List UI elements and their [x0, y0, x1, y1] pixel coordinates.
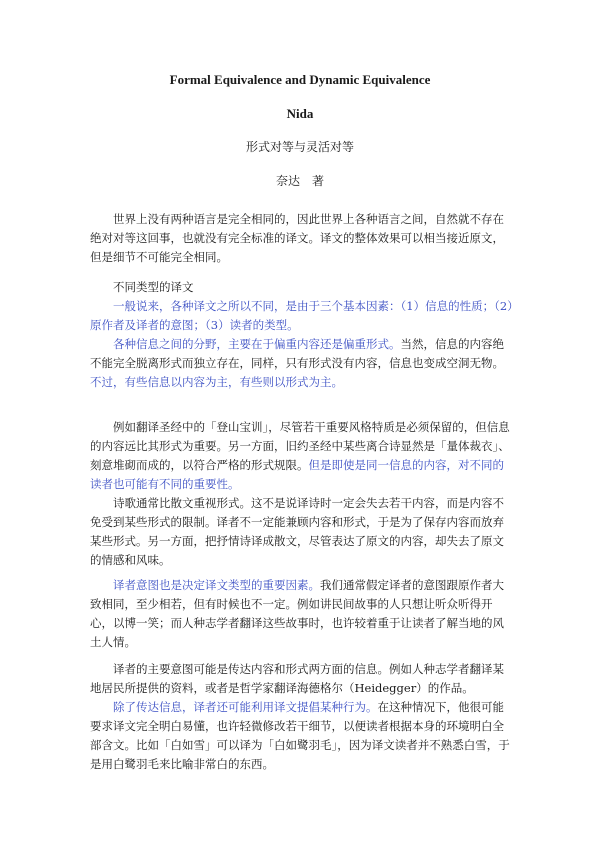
intent-highlight: 译者意图也是决定译文类型的重要因素。	[113, 578, 320, 592]
section-main-intent	[90, 660, 515, 774]
title-english: Formal Equivalence and Dynamic Equivalence	[169, 72, 431, 87]
intent-text: 我们通常假定译者的意图跟原作者大致相同，至少相若，但有时候也不一定。例如讲民间故事的人只想让听众听得开心，以博一笑；而人种志学者翻译这些故事时，也许较着重于让读者了解当地的风土人情。	[90, 578, 504, 649]
content-form-highlight: 各种信息之间的分野，主要在于偏重内容还是偏重形式。	[113, 337, 401, 351]
promote-highlight: 除了传达信息，译者还可能利用译文提倡某种行为。	[113, 700, 378, 714]
three-factors-paragraph: 一般说来，各种译文之所以不同，是由于三个基本因素：（1）信息的性质；（2）原作者及译者的意图；（3）读者的类型。	[90, 299, 513, 332]
intent-paragraph	[90, 576, 515, 652]
intro-paragraph-block	[90, 210, 515, 267]
section-heading: 不同类型的译文	[113, 280, 194, 294]
section-translator-intent	[90, 576, 515, 652]
section-bible-examples	[90, 418, 515, 570]
content-form-text: 当然，信息的内容绝不能完全脱离形式而独立存在，同样，只有形式没有内容，信息也变成空洞无物。	[90, 337, 504, 370]
title-chinese: 形式对等与灵活对等	[245, 140, 354, 154]
section-types-of-translation	[90, 278, 515, 392]
content-form-highlight-2: 不过，有些信息以内容为主，有些则以形式为主。	[90, 375, 343, 389]
promote-text: 在这种情况下，他很可能要求译文完全明白易懂，也许轻微修改若干细节，以便读者根据本身的环境明白全部含文。比如「白如雪」可以译为「白如鹭羽毛」，因为译文读者并不熟悉白雪，于是用白鹭羽毛来比喻非常白的东西。	[90, 700, 510, 771]
author-english: Nida	[286, 106, 314, 121]
intro-paragraph: 世界上没有两种语言是完全相同的，因此世界上各种语言之间，自然就不存在绝对对等这回事，也就没有完全标准的译文。译文的整体效果可以相当接近原文，但是细节不可能完全相同。	[90, 212, 504, 264]
sermon-paragraph	[90, 418, 515, 494]
main-intent-paragraph: 译者的主要意图可能是传达内容和形式两方面的信息。例如人种志学者翻译某地居民所提供的资料，或者是哲学家翻译海德格尔（Heidegger）的作品。	[90, 662, 504, 695]
sermon-text: 例如翻译圣经中的「登山宝训」，尽管若干重要风格特质是必须保留的，但信息的内容远比其形式为重要。另一方面，旧约圣经中某些离合诗显然是「量体裁衣」、刻意堆砌而成的，以符合严格的形式规限。	[90, 420, 510, 472]
content-form-paragraph	[90, 335, 515, 392]
promote-behavior-paragraph	[90, 698, 515, 774]
sermon-highlight: 但是即使是同一信息的内容，对不同的读者也可能有不同的重要性。	[90, 458, 504, 491]
author-chinese: 奈达 著	[275, 174, 324, 188]
poetry-paragraph: 诗歌通常比散文重视形式。这不是说译诗时一定会失去若干内容，而是内容不免受到某些形式的限制。译者不一定能兼顾内容和形式，于是为了保存内容而放弃某些形式。另一方面，把抒情诗译成散文，尽管表达了原文的内容，却失去了原文的情感和风味。	[90, 496, 504, 567]
